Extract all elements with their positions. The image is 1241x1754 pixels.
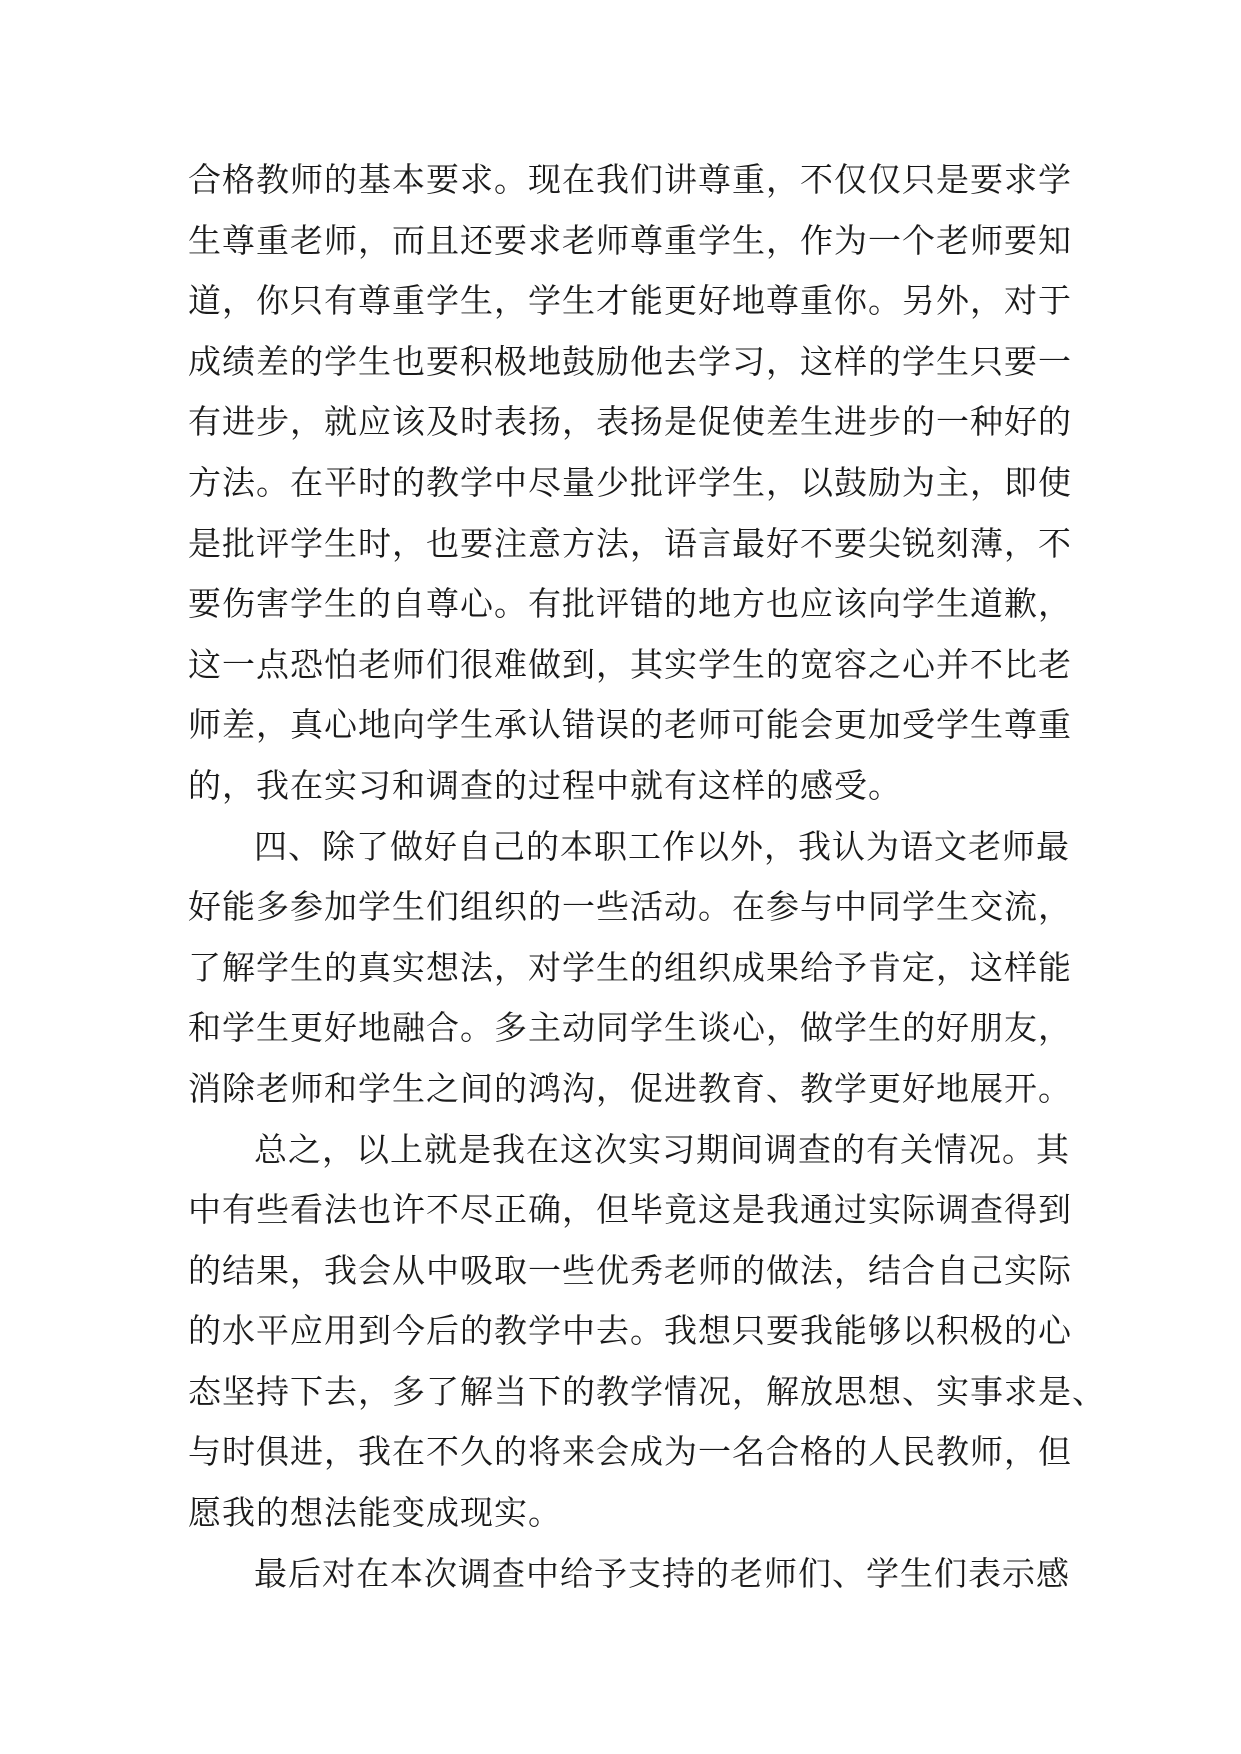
text-line: 师差，真心地向学生承认错误的老师可能会更加受学生尊重 <box>188 705 1072 745</box>
body-text <box>188 150 1106 1604</box>
text-line: 和学生更好地融合。多主动同学生谈心，做学生的好朋友， <box>188 1008 1072 1048</box>
text-line: 这一点恐怕老师们很难做到，其实学生的宽容之心并不比老 <box>188 644 1072 684</box>
text-line: 好能多参加学生们组织的一些活动。在参与中同学生交流， <box>188 887 1072 927</box>
text-line: 中有些看法也许不尽正确，但毕竟这是我通过实际调查得到 <box>188 1190 1072 1230</box>
text-line: 要伤害学生的自尊心。有批评错的地方也应该向学生道歉， <box>188 584 1072 624</box>
paragraph-first-line: 四、除了做好自己的本职工作以外，我认为语文老师最 <box>254 826 1070 866</box>
text-line: 合格教师的基本要求。现在我们讲尊重，不仅仅只是要求学 <box>188 160 1072 199</box>
text-line: 与时俱进，我在不久的将来会成为一名合格的人民教师，但 <box>188 1432 1072 1472</box>
text-line: 了解学生的真实想法，对学生的组织成果给予肯定，这样能 <box>188 947 1072 987</box>
text-line: 成绩差的学生也要积极地鼓励他去学习，这样的学生只要一 <box>188 341 1072 381</box>
text-line: 的，我在实习和调查的过程中就有这样的感受。 <box>188 765 902 805</box>
text-line: 方法。在平时的教学中尽量少批评学生，以鼓励为主，即使 <box>188 462 1072 502</box>
text-line: 愿我的想法能变成现实。 <box>188 1493 562 1533</box>
text-line: 生尊重老师，而且还要求老师尊重学生，作为一个老师要知 <box>188 220 1072 260</box>
paragraph-first-line: 总之，以上就是我在这次实习期间调查的有关情况。其 <box>254 1129 1070 1169</box>
paragraph-first-line: 最后对在本次调查中给予支持的老师们、学生们表示感 <box>254 1553 1070 1593</box>
text-line: 态坚持下去，多了解当下的教学情况，解放思想、实事求是、 <box>188 1371 1106 1411</box>
text-line: 的结果，我会从中吸取一些优秀老师的做法，结合自己实际 <box>188 1250 1072 1290</box>
text-line: 消除老师和学生之间的鸿沟，促进教育、教学更好地展开。 <box>188 1068 1072 1108</box>
text-line: 的水平应用到今后的教学中去。我想只要我能够以积极的心 <box>188 1311 1072 1351</box>
text-line: 是批评学生时，也要注意方法，语言最好不要尖锐刻薄，不 <box>188 523 1072 563</box>
text-line: 道，你只有尊重学生，学生才能更好地尊重你。另外，对于 <box>188 281 1072 321</box>
text-line: 有进步，就应该及时表扬，表扬是促使差生进步的一种好的 <box>188 402 1072 442</box>
